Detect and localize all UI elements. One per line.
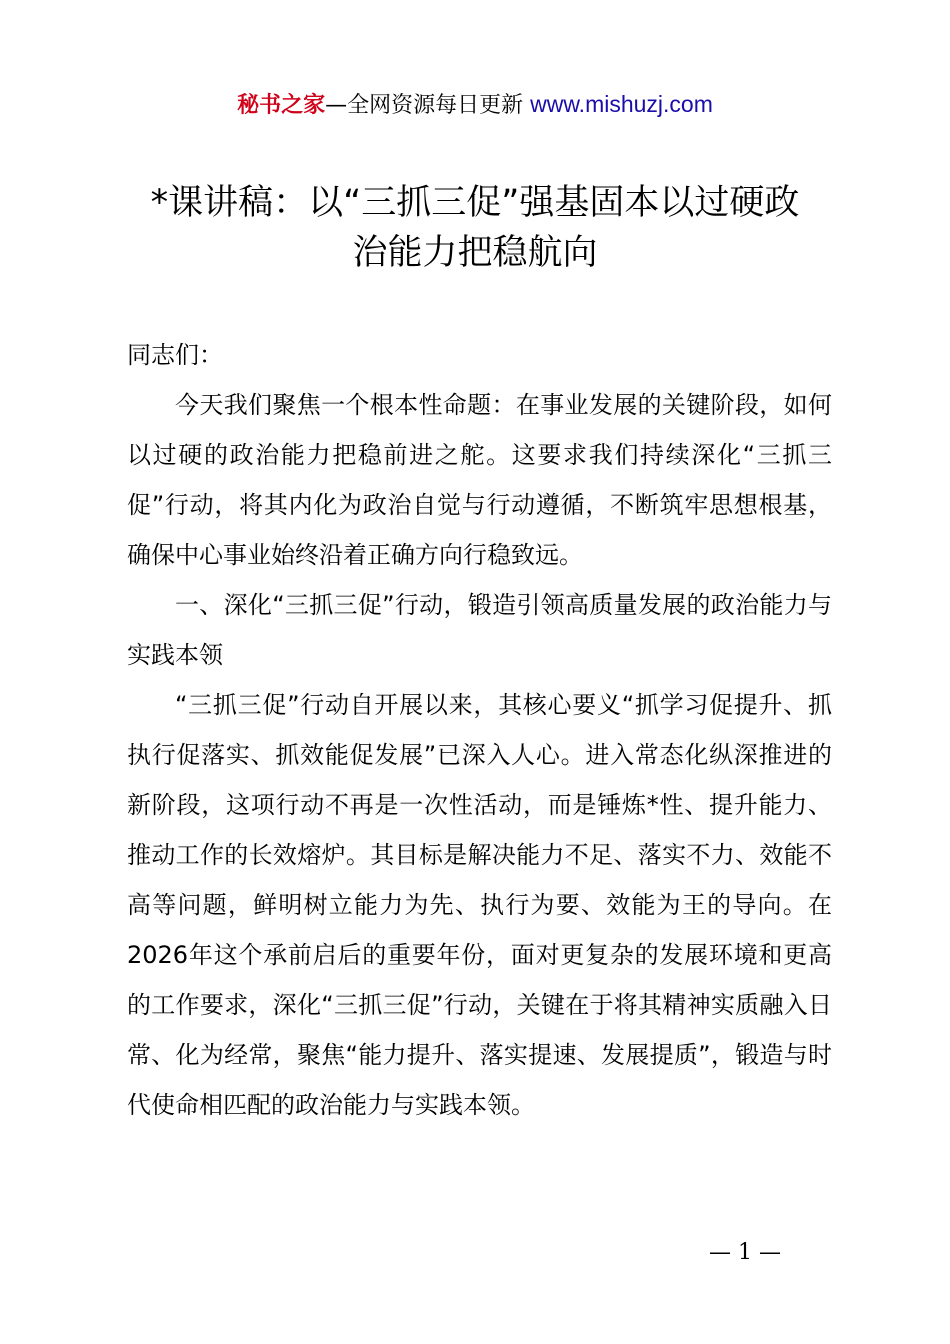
document-title — [110, 178, 840, 278]
title-line-2: 治能力把稳航向 — [352, 233, 598, 273]
paragraph-section-1: “三抓三促”行动自开展以来，其核心要义“抓学习促提升、抓执行促落实、抓效能促发展”已深入人心。进入常态化纵深推进的新阶段，这项行动不再是一次性活动，而是锤炼*性、提升能力、推动工作的长效熔炉。其目标是解决能力不足、落实不力、效能不高等问题，鲜明树立能力为先、执行为要、效能为王的导向。在2026年这个承前启后的重要年份，面对更复杂的发展环境和更高的工作要求，深化“三抓三促”行动，关键在于将其精神实质融入日常、化为经常，聚焦“能力提升、落实提速、发展提质”，锻造与时代使命相匹配的政治能力与实践本领。 — [127, 691, 832, 1119]
site-url-link[interactable]: www.mishuzj.com — [530, 91, 713, 117]
site-header — [0, 86, 950, 124]
document-body — [127, 330, 832, 1130]
title-line-1: *课讲稿：以“三抓三促”强基固本以过硬政 — [150, 183, 800, 223]
page-number: — 1 — — [709, 1240, 781, 1265]
salutation: 同志们： — [127, 341, 223, 369]
paragraph-intro: 今天我们聚焦一个根本性命题：在事业发展的关键阶段，如何以过硬的政治能力把稳前进之舵。这要求我们持续深化“三抓三促”行动，将其内化为政治自觉与行动遵循，不断筑牢思想根基，确保中心事业始终沿着正确方向行稳致远。 — [127, 391, 832, 569]
brand-name: 秘书之家 — [237, 93, 326, 118]
section-heading-1: 一、深化“三抓三促”行动，锻造引领高质量发展的政治能力与实践本领 — [127, 591, 832, 669]
header-tagline: —全网资源每日更新 — [325, 93, 531, 118]
